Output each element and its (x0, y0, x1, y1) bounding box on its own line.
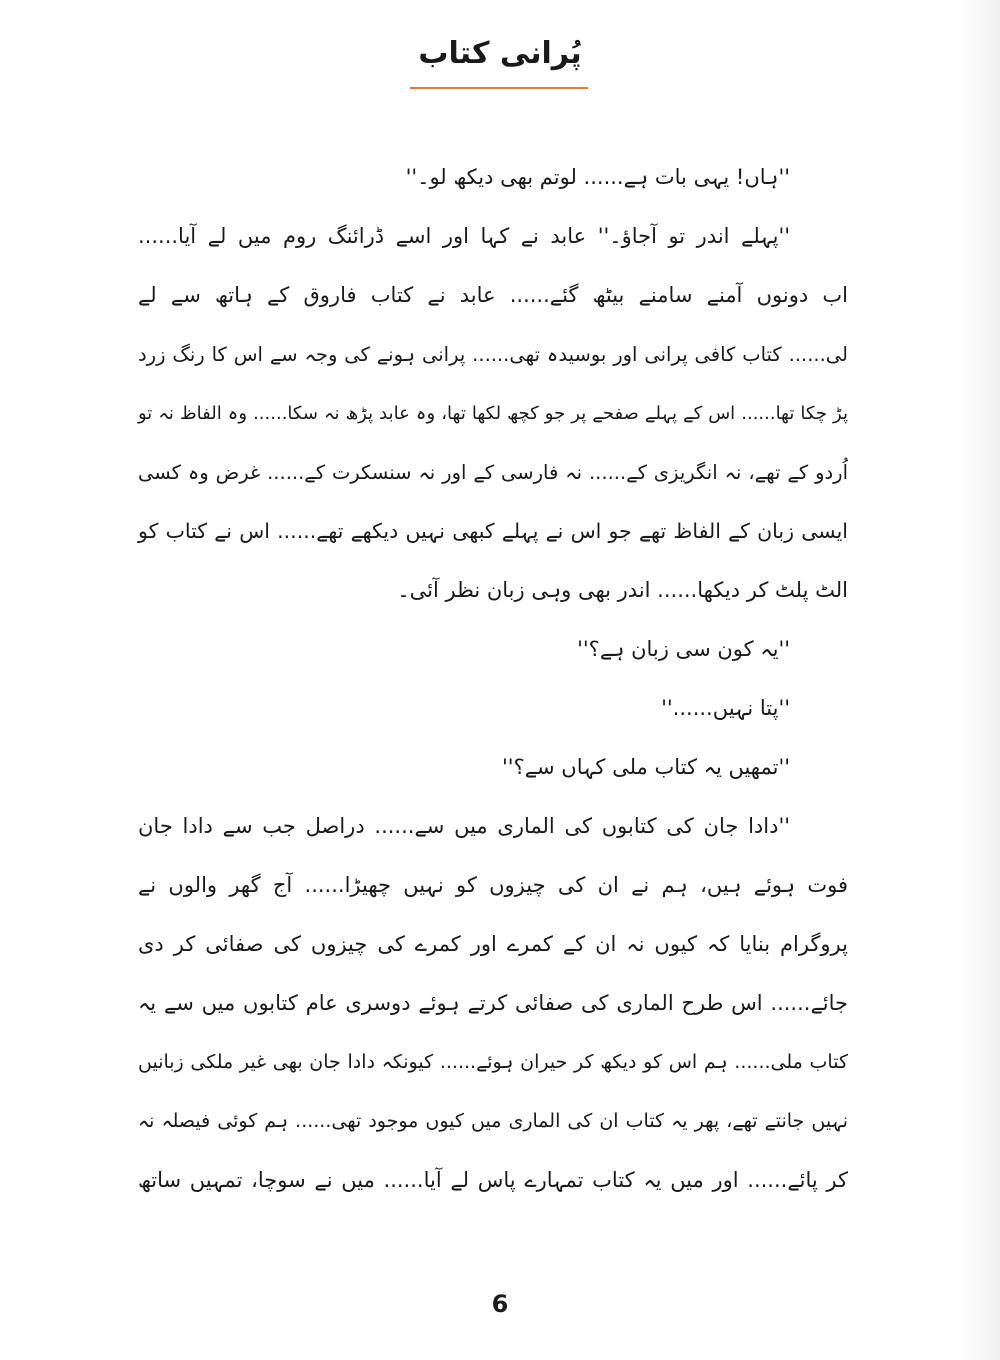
text-line: ''تمھیں یہ کتاب ملی کہاں سے؟'' (502, 755, 790, 779)
page-number: 6 (491, 1290, 509, 1318)
text-line: ''یہ کون سی زبان ہے؟'' (577, 637, 790, 661)
text-line: ایسی زبان کے الفاظ تھے جو اس نے پہلے کبھی نہیں دیکھے تھے...... اس نے کتاب کو (138, 519, 848, 543)
text-line: الٹ پلٹ کر دیکھا...... اندر بھی وہی زبان نظر آئی۔ (397, 578, 848, 602)
text-line: ''پہلے اندر تو آجاؤ۔'' عابد نے کہا اور اسے ڈرائنگ روم میں لے آیا...... (138, 224, 790, 248)
page-edge-shadow (958, 0, 1000, 1360)
text-line: ''دادا جان کی کتابوں کی الماری میں سے...... دراصل جب سے دادا جان (138, 814, 790, 838)
text-line: پروگرام بنایا کہ کیوں نہ ان کے کمرے اور کمرے کی چیزوں کی صفائی کر دی (138, 932, 848, 956)
page-body-text (138, 148, 848, 1210)
text-line: ''پتا نہیں......'' (661, 696, 790, 720)
text-line: کر پائے...... اور میں یہ کتاب تمہارے پاس لے آیا...... میں نے سوچا، تمہیں ساتھ (138, 1168, 848, 1192)
text-line: پڑ چکا تھا...... اس کے پہلے صفحے پر جو کچھ لکھا تھا، وہ عابد پڑھ نہ سکا...... وہ الفاظ نہ تو (138, 403, 848, 424)
text-line: اب دونوں آمنے سامنے بیٹھ گئے...... عابد نے کتاب فاروق کے ہاتھ سے لے (138, 283, 848, 307)
text-line: جائے...... اس طرح الماری کی صفائی کرتے ہوئے دوسری عام کتابوں میں سے یہ (138, 991, 848, 1015)
chapter-title: پُرانی کتاب (418, 36, 582, 71)
text-line: نہیں جانتے تھے، پھر یہ کتاب ان کی الماری میں کیوں موجود تھی...... ہم کوئی فیصلہ نہ (138, 1110, 848, 1132)
text-line: فوت ہوئے ہیں، ہم نے ان کی چیزوں کو نہیں چھیڑا...... آج گھر والوں نے (138, 873, 848, 897)
text-line: اُردو کے تھے، نہ انگریزی کے...... نہ فارسی کے اور نہ سنسکرت کے...... غرض وہ کسی (138, 461, 848, 484)
text-line: کتاب ملی...... ہم اس کو دیکھ کر حیران ہوئے...... کیونکہ دادا جان بھی غیر ملکی زبانیں (138, 1051, 848, 1073)
text-line: ''ہاں! یہی بات ہے...... لوتم بھی دیکھ لو۔'' (405, 165, 790, 189)
text-line: لی...... کتاب کافی پرانی اور بوسیدہ تھی...... پرانی ہونے کی وجہ سے اس کا رنگ زرد (138, 343, 848, 366)
title-underline (410, 87, 588, 89)
